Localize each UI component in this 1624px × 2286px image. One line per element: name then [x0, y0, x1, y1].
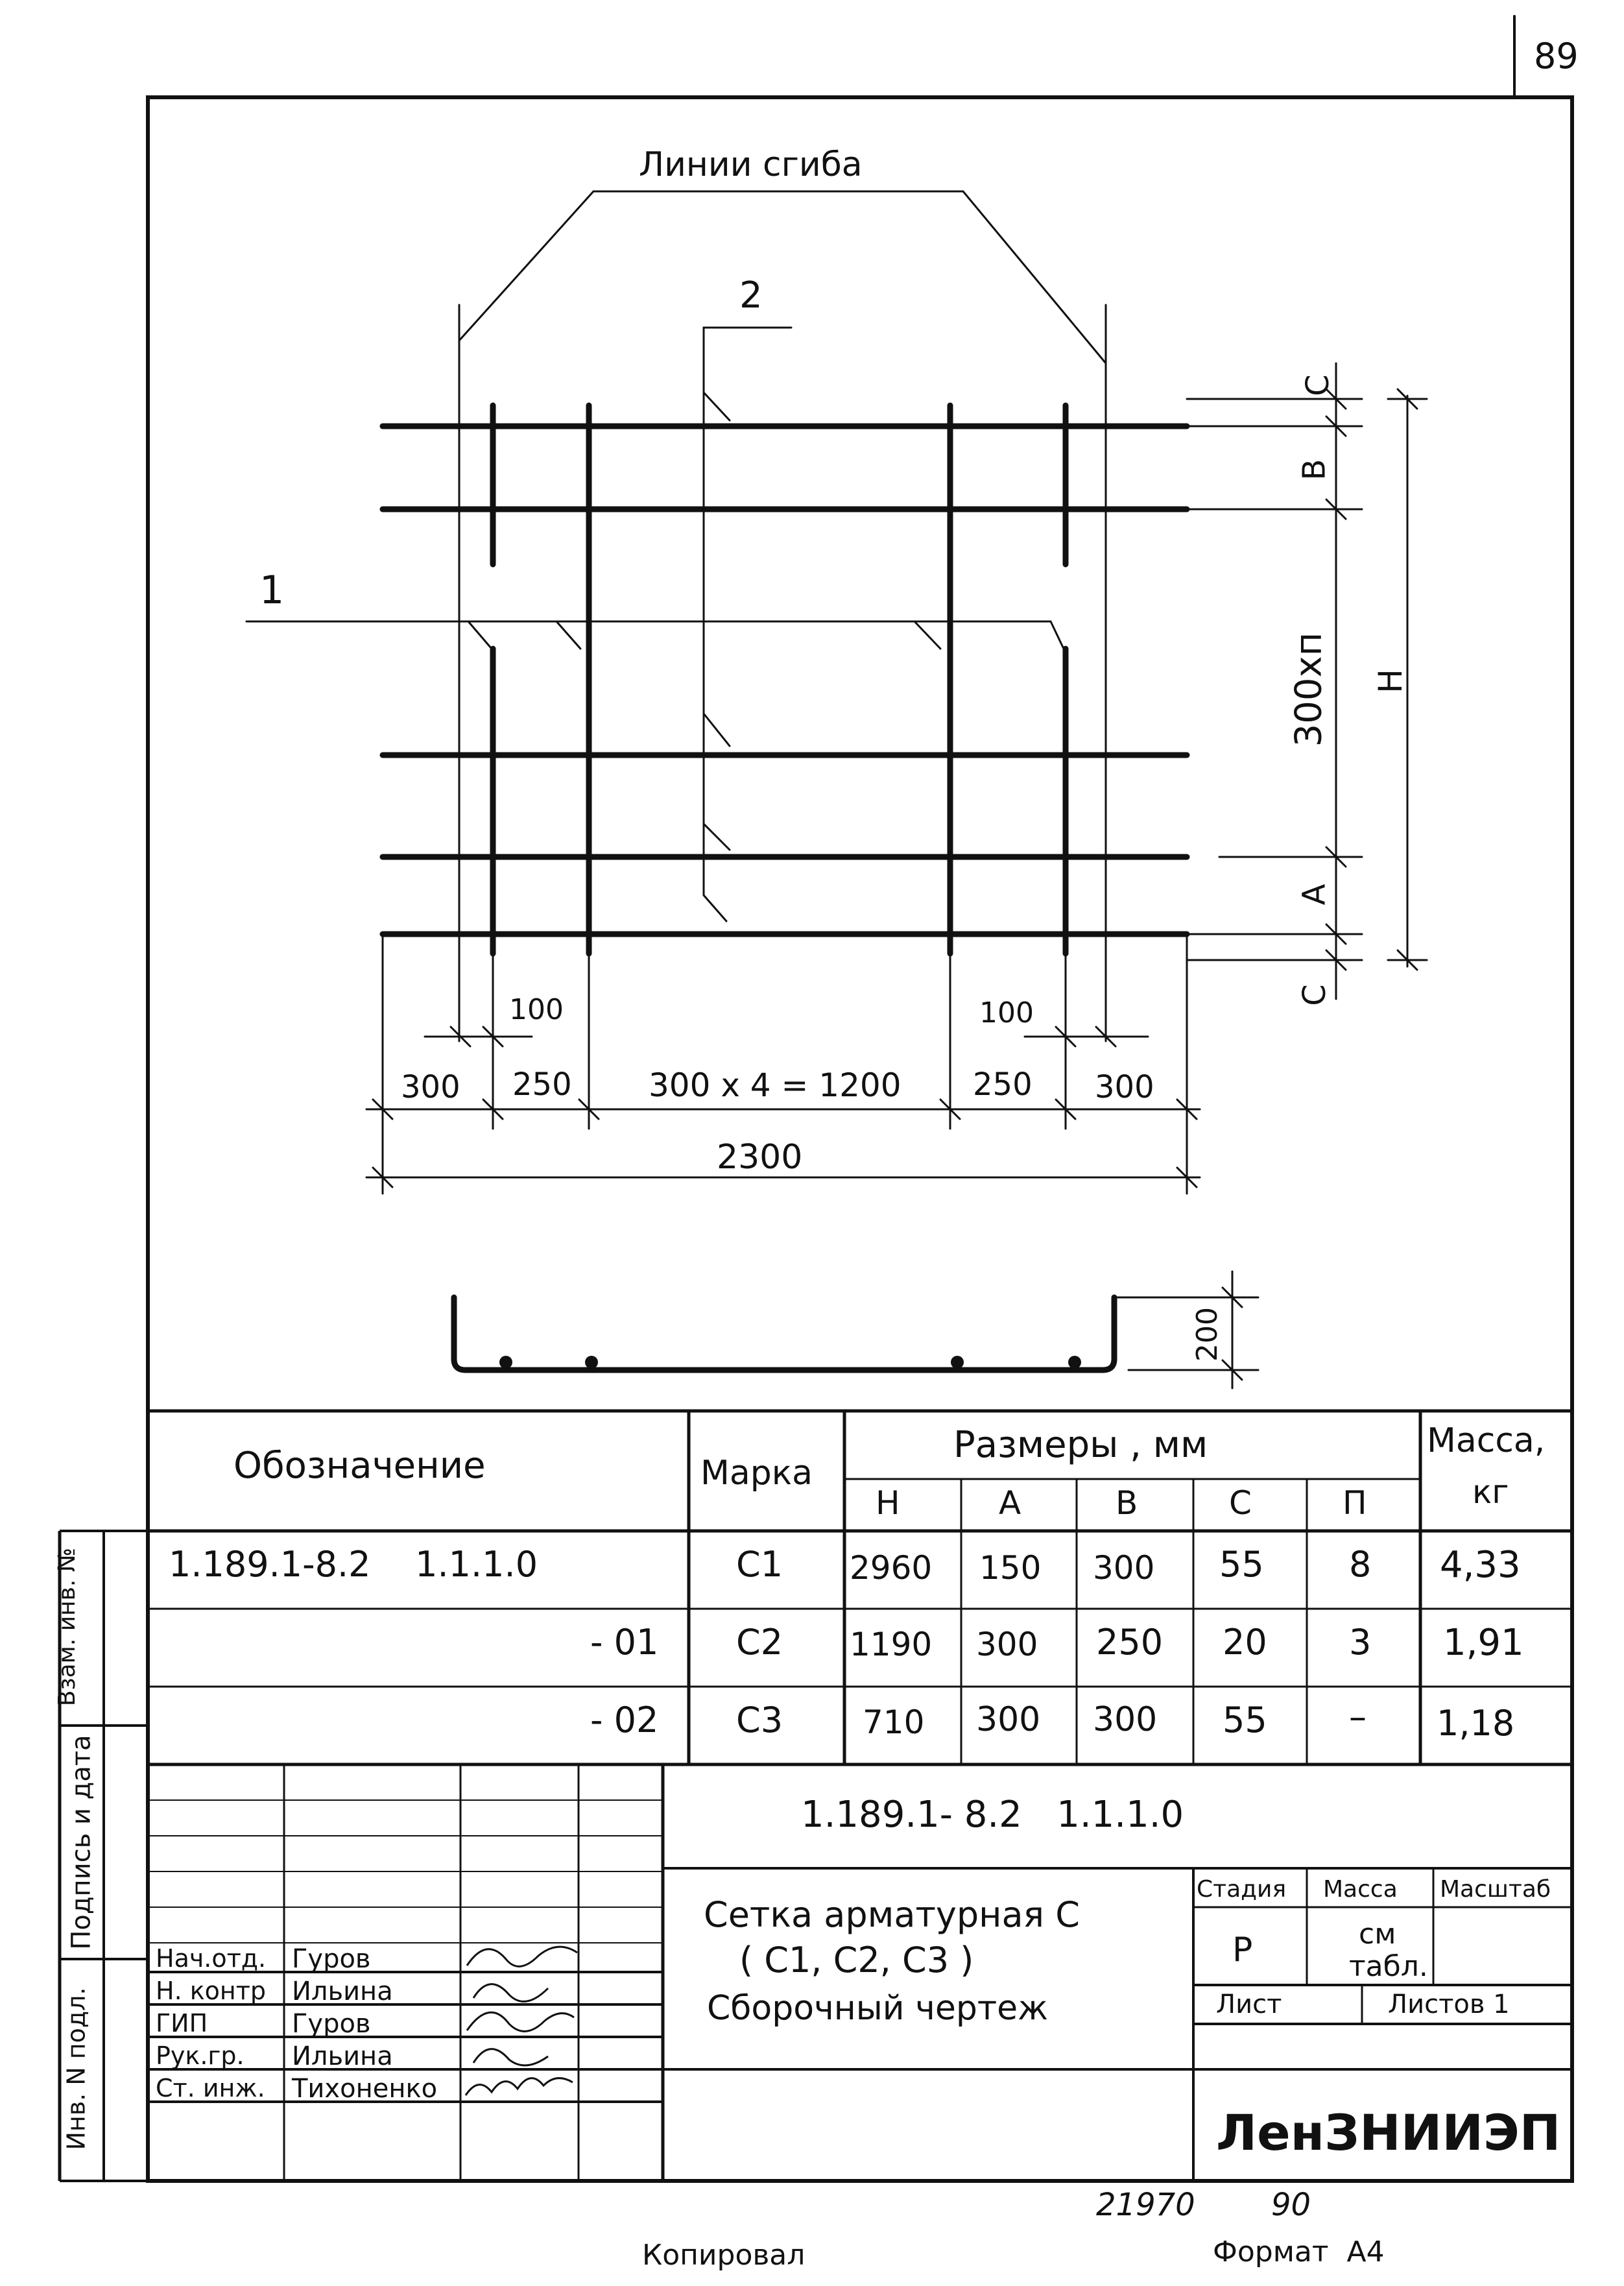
header-mass: Масса,	[1427, 1421, 1546, 1460]
row1-b: 300	[1093, 1549, 1155, 1587]
title-line1: Сетка арматурная С	[704, 1894, 1080, 1935]
header-sizes: Размеры , мм	[953, 1424, 1208, 1466]
row3-designation: - 02	[590, 1700, 659, 1740]
signer-name-2: Ильина	[292, 1977, 393, 2006]
dim-250-right: 250	[973, 1066, 1033, 1103]
subheader-a: A	[999, 1484, 1021, 1522]
dim-h: H	[1371, 669, 1409, 693]
signer-role-5: Ст. инж.	[156, 2074, 265, 2102]
signer-role-4: Рук.гр.	[156, 2041, 245, 2070]
subheader-n: П	[1343, 1484, 1367, 1522]
subheader-c: C	[1229, 1484, 1252, 1522]
bend-lines	[459, 191, 1106, 1041]
row3-h: 710	[863, 1703, 925, 1741]
row3-n: –	[1349, 1696, 1367, 1737]
row1-c: 55	[1219, 1544, 1264, 1585]
section-view	[454, 1271, 1258, 1388]
dim-300-right: 300	[1095, 1069, 1154, 1105]
row3-b: 300	[1093, 1700, 1158, 1739]
row1-mass: 4,33	[1440, 1544, 1521, 1586]
dim-300-left: 300	[401, 1069, 460, 1105]
item-2-label: 2	[739, 274, 763, 317]
side-inv-orig: Инв. N подл.	[62, 1987, 91, 2150]
format-label: Формат А4	[1213, 2235, 1385, 2268]
dim-c-top: C	[1299, 374, 1336, 396]
row3-a: 300	[976, 1700, 1041, 1739]
mass-label: Масса	[1323, 1876, 1398, 1903]
bend-lines-label: Линии сгиба	[639, 145, 863, 184]
row1-a: 150	[979, 1549, 1042, 1587]
signer-role-3: ГИП	[156, 2009, 208, 2038]
row2-mass: 1,91	[1443, 1622, 1524, 1664]
signer-name-4: Ильина	[292, 2041, 393, 2071]
row2-b: 250	[1096, 1622, 1164, 1663]
dim-b: B	[1296, 459, 1333, 481]
mass-value-2: табл.	[1349, 1950, 1428, 1983]
row2-n: 3	[1349, 1622, 1372, 1663]
signer-name-3: Гуров	[292, 2009, 371, 2039]
row3-mass: 1,18	[1437, 1703, 1515, 1744]
title-line3: Сборочный чертеж	[707, 1989, 1048, 2028]
dim-200: 200	[1190, 1307, 1224, 1362]
order-number: 21970	[1096, 2187, 1195, 2223]
header-mark: Марка	[700, 1454, 813, 1493]
dim-100-right: 100	[979, 996, 1034, 1029]
side-sign-date: Подпись и дата	[66, 1735, 97, 1950]
signer-name-5: Тихоненко	[292, 2074, 438, 2104]
row2-designation: - 01	[590, 1622, 659, 1663]
dim-center: 300 х 4 = 1200	[649, 1066, 902, 1104]
dim-300n: 300хп	[1287, 632, 1330, 747]
org-name: ЛенЗНИИЭП	[1216, 2104, 1561, 2161]
row1-mark: С1	[736, 1544, 783, 1585]
copied-label: Копировал	[642, 2239, 806, 2272]
scale-label: Масштаб	[1440, 1876, 1551, 1903]
signer-role-1: Нач.отд.	[156, 1944, 267, 1973]
title-line2: ( С1, С2, С3 )	[739, 1940, 974, 1980]
item-1-label: 1	[259, 568, 285, 613]
mass-value-1: см	[1359, 1918, 1396, 1951]
stage-label: Стадия	[1197, 1876, 1287, 1903]
header-mass-unit: кг	[1472, 1473, 1509, 1511]
row1-designation: 1.189.1-8.2 1.1.1.0	[169, 1544, 538, 1585]
row1-h: 2960	[850, 1549, 933, 1587]
dim-250-left: 250	[512, 1066, 572, 1103]
section-bar-dots	[499, 1356, 1081, 1369]
subheader-h: H	[876, 1484, 900, 1522]
row3-c: 55	[1223, 1700, 1267, 1740]
row2-h: 1190	[850, 1626, 933, 1663]
row2-a: 300	[976, 1626, 1038, 1663]
signer-role-2: Н. контр	[156, 1977, 267, 2005]
doc-code: 1.189.1- 8.2 1.1.1.0	[801, 1794, 1184, 1836]
page-number: 89	[1534, 36, 1579, 77]
subheader-b: B	[1116, 1484, 1138, 1522]
side-inv-replace: Взам. инв. №	[54, 1547, 81, 1707]
header-designation: Обозначение	[233, 1445, 486, 1487]
dim-c-bottom: C	[1296, 984, 1333, 1006]
signer-name-1: Гуров	[292, 1944, 371, 1974]
row1-n: 8	[1349, 1544, 1372, 1585]
leader-1	[246, 621, 1064, 649]
dim-total: 2300	[717, 1138, 803, 1177]
stage-value: Р	[1232, 1931, 1253, 1969]
row3-mark: С3	[736, 1700, 783, 1740]
order-sheet: 90	[1271, 2187, 1311, 2223]
row2-c: 20	[1223, 1622, 1267, 1663]
sheet-label: Лист	[1216, 1990, 1282, 2019]
sheets-label: Листов 1	[1388, 1990, 1510, 2019]
dim-100-left: 100	[509, 993, 564, 1026]
dim-a: A	[1296, 884, 1333, 906]
row2-mark: С2	[736, 1622, 783, 1663]
leader-2	[704, 328, 791, 921]
transverse-bars	[493, 405, 1066, 954]
